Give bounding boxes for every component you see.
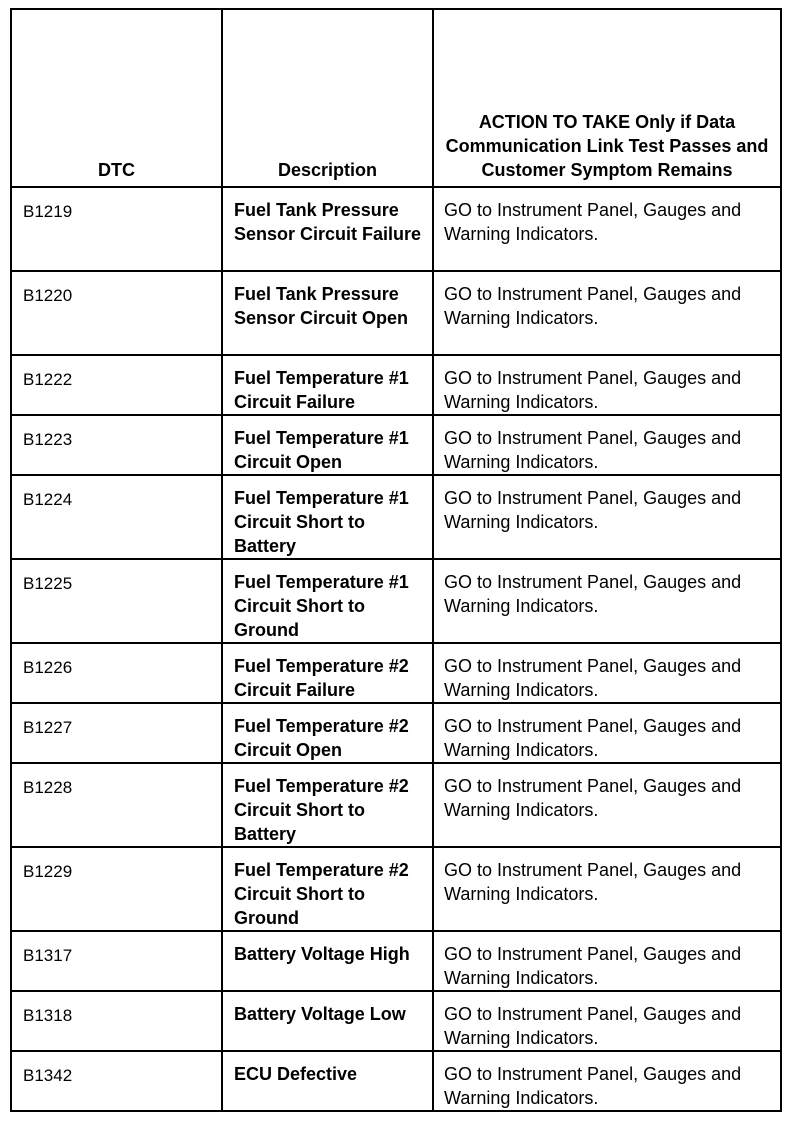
dtc-code: B1342 xyxy=(11,1051,222,1111)
dtc-description: Fuel Temperature #1 Circuit Open xyxy=(222,415,433,475)
table-row xyxy=(11,475,781,559)
dtc-description: Fuel Tank Pressure Sensor Circuit Open xyxy=(222,271,433,355)
dtc-description: Battery Voltage High xyxy=(222,931,433,991)
dtc-code: B1229 xyxy=(11,847,222,931)
table-row xyxy=(11,763,781,847)
dtc-action: GO to Instrument Panel, Gauges and Warning Indicators. xyxy=(433,847,781,931)
dtc-action: GO to Instrument Panel, Gauges and Warning Indicators. xyxy=(433,931,781,991)
header-description: Description xyxy=(222,9,433,187)
dtc-action: GO to Instrument Panel, Gauges and Warning Indicators. xyxy=(433,415,781,475)
dtc-code: B1224 xyxy=(11,475,222,559)
table-row xyxy=(11,355,781,415)
dtc-description: Fuel Temperature #2 Circuit Short to Ground xyxy=(222,847,433,931)
dtc-description: Fuel Tank Pressure Sensor Circuit Failure xyxy=(222,187,433,271)
dtc-action: GO to Instrument Panel, Gauges and Warning Indicators. xyxy=(433,271,781,355)
dtc-description: Fuel Temperature #1 Circuit Short to Ground xyxy=(222,559,433,643)
dtc-description: Battery Voltage Low xyxy=(222,991,433,1051)
dtc-code: B1219 xyxy=(11,187,222,271)
dtc-code: B1318 xyxy=(11,991,222,1051)
table-row xyxy=(11,991,781,1051)
table-row xyxy=(11,559,781,643)
dtc-action: GO to Instrument Panel, Gauges and Warning Indicators. xyxy=(433,475,781,559)
table-row xyxy=(11,643,781,703)
table-row xyxy=(11,271,781,355)
table-header-row xyxy=(11,9,781,187)
dtc-code: B1222 xyxy=(11,355,222,415)
dtc-action: GO to Instrument Panel, Gauges and Warning Indicators. xyxy=(433,643,781,703)
dtc-action: GO to Instrument Panel, Gauges and Warning Indicators. xyxy=(433,763,781,847)
dtc-description: Fuel Temperature #2 Circuit Open xyxy=(222,703,433,763)
dtc-description: Fuel Temperature #2 Circuit Short to Battery xyxy=(222,763,433,847)
dtc-action: GO to Instrument Panel, Gauges and Warning Indicators. xyxy=(433,703,781,763)
dtc-code: B1226 xyxy=(11,643,222,703)
dtc-table xyxy=(10,8,782,1112)
dtc-description: Fuel Temperature #1 Circuit Failure xyxy=(222,355,433,415)
dtc-description: Fuel Temperature #1 Circuit Short to Battery xyxy=(222,475,433,559)
dtc-code: B1228 xyxy=(11,763,222,847)
table-row xyxy=(11,847,781,931)
dtc-code: B1225 xyxy=(11,559,222,643)
dtc-description: ECU Defective xyxy=(222,1051,433,1111)
table-row xyxy=(11,415,781,475)
dtc-description: Fuel Temperature #2 Circuit Failure xyxy=(222,643,433,703)
table-row xyxy=(11,187,781,271)
dtc-code: B1220 xyxy=(11,271,222,355)
dtc-code: B1227 xyxy=(11,703,222,763)
table-row xyxy=(11,931,781,991)
dtc-action: GO to Instrument Panel, Gauges and Warning Indicators. xyxy=(433,559,781,643)
dtc-action: GO to Instrument Panel, Gauges and Warning Indicators. xyxy=(433,187,781,271)
dtc-code: B1317 xyxy=(11,931,222,991)
dtc-action: GO to Instrument Panel, Gauges and Warning Indicators. xyxy=(433,355,781,415)
dtc-action: GO to Instrument Panel, Gauges and Warning Indicators. xyxy=(433,991,781,1051)
table-row xyxy=(11,703,781,763)
header-action: ACTION TO TAKE Only if Data Communication Link Test Passes and Customer Symptom Remains xyxy=(433,9,781,187)
dtc-code: B1223 xyxy=(11,415,222,475)
header-dtc: DTC xyxy=(11,9,222,187)
table-row xyxy=(11,1051,781,1111)
dtc-action: GO to Instrument Panel, Gauges and Warning Indicators. xyxy=(433,1051,781,1111)
